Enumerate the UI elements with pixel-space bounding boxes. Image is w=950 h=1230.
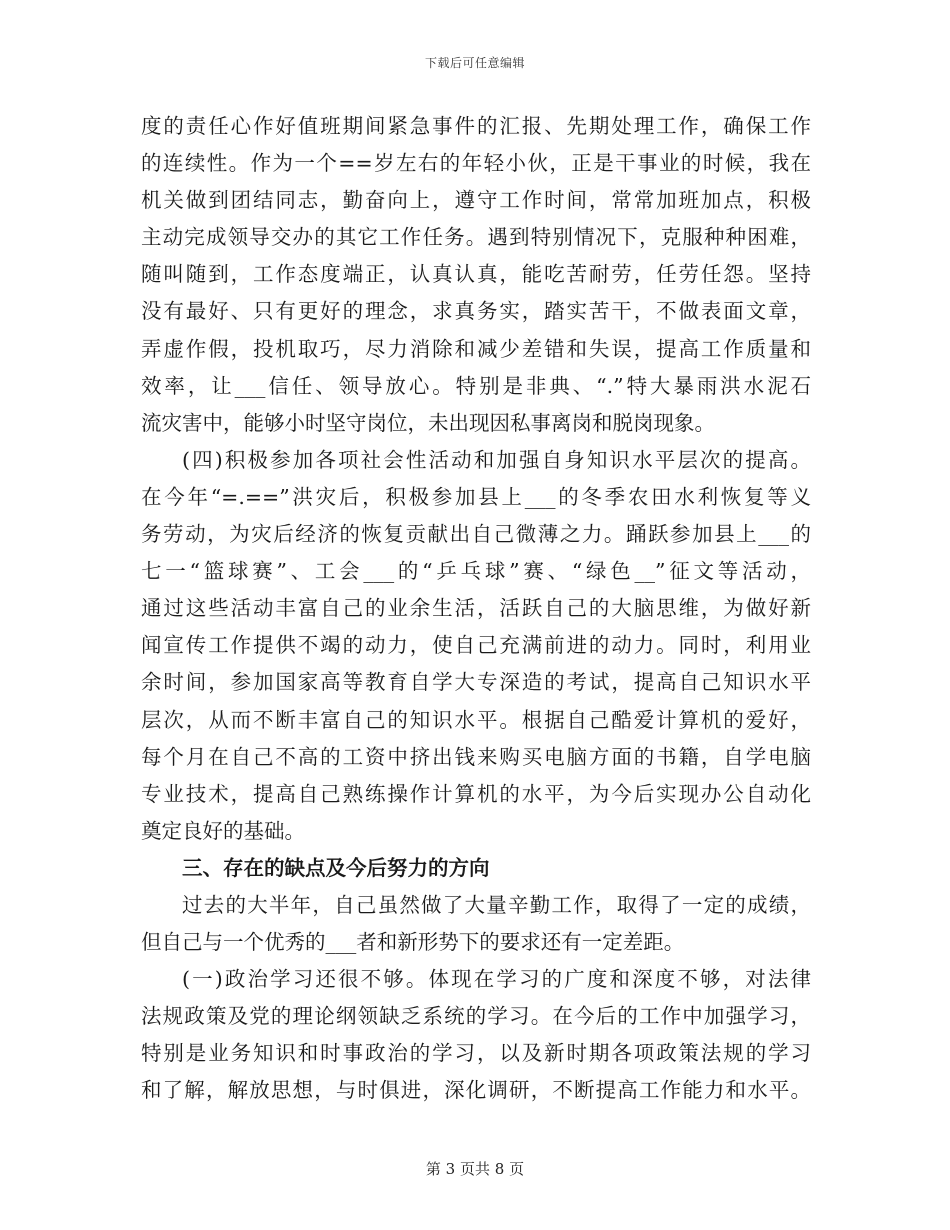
- text-line: 七一“篮球赛”、工会___的“乒乓球”赛、“绿色__”征文等活动，: [141, 559, 811, 584]
- text-line: 过去的大半年，自己虽然做了大量辛勤工作，取得了一定的成绩，: [182, 892, 811, 917]
- page-footer: 第 3 页共 8 页: [425, 1160, 525, 1178]
- text-line: 但自己与一个优秀的___者和新形势下的要求还有一定差距。: [141, 930, 685, 955]
- page-header: 下载后可任意编辑: [424, 56, 525, 70]
- text-line: 流灾害中，能够小时坚守岗位，未出现因私事离岗和脱岗现象。: [141, 410, 715, 435]
- text-line: 度的责任心作好值班期间紧急事件的汇报、先期处理工作，确保工作: [141, 114, 811, 138]
- text-line: 层次，从而不断丰富自己的知识水平。根据自己酷爱计算机的爱好，: [141, 707, 811, 732]
- text-line: 特别是业务知识和时事政治的学习，以及新时期各项政策法规的学习: [141, 1041, 811, 1066]
- text-line: 奠定良好的基础。: [141, 818, 305, 843]
- text-line: 务劳动，为灾后经济的恢复贡献出自己微薄之力。踊跃参加县上___的: [141, 522, 811, 547]
- paragraph: [141, 887, 811, 961]
- text-line: 随叫随到，工作态度端正，认真认真，能吃苦耐劳，任劳任怨。坚持: [141, 262, 811, 287]
- section-heading: [141, 850, 811, 887]
- text-line: (一)政治学习还很不够。体现在学习的广度和深度不够，对法律: [182, 967, 811, 992]
- text-line: 在今年“=.==”洪灾后，积极参加县上___的冬季农田水利恢复等义: [141, 484, 811, 509]
- text-line: 没有最好、只有更好的理念，求真务实，踏实苦干，不做表面文章，: [141, 299, 811, 324]
- text-line: (四)积极参加各项社会性活动和加强自身知识水平层次的提高。: [182, 447, 811, 472]
- paragraph: [141, 108, 811, 442]
- document-body: [141, 108, 811, 1110]
- text-line: 通过这些活动丰富自己的业余生活，活跃自己的大脑思维，为做好新: [141, 596, 811, 621]
- text-line: 法规政策及党的理论纲领缺乏系统的学习。在今后的工作中加强学习，: [141, 1004, 811, 1029]
- text-line: 和了解，解放思想，与时俱进，深化调研，不断提高工作能力和水平。: [141, 1078, 811, 1103]
- text-line: 每个月在自己不高的工资中挤出钱来购买电脑方面的书籍，自学电脑: [141, 744, 811, 769]
- text-line: 的连续性。作为一个==岁左右的年轻小伙，正是干事业的时候，我在: [141, 151, 811, 176]
- text-line: 余时间，参加国家高等教育自学大专深造的考试，提高自己知识水平: [141, 670, 811, 695]
- text-line: 主动完成领导交办的其它工作任务。遇到特别情况下，克服种种困难，: [141, 225, 811, 250]
- paragraph: [141, 961, 811, 1109]
- paragraph: [141, 442, 811, 850]
- text-line: 弄虚作假，投机取巧，尽力消除和减少差错和失误，提高工作质量和: [141, 336, 811, 361]
- text-line: 闻宣传工作提供不竭的动力，使自己充满前进的动力。同时，利用业: [141, 633, 811, 658]
- text-line: 机关做到团结同志，勤奋向上，遵守工作时间，常常加班加点，积极: [141, 188, 811, 213]
- section-heading-text: 三、存在的缺点及今后努力的方向: [182, 855, 490, 880]
- text-line: 专业技术，提高自己熟练操作计算机的水平，为今后实现办公自动化: [141, 781, 811, 806]
- text-line: 效率，让___信任、领导放心。特别是非典、“.”特大暴雨洪水泥石: [141, 373, 811, 398]
